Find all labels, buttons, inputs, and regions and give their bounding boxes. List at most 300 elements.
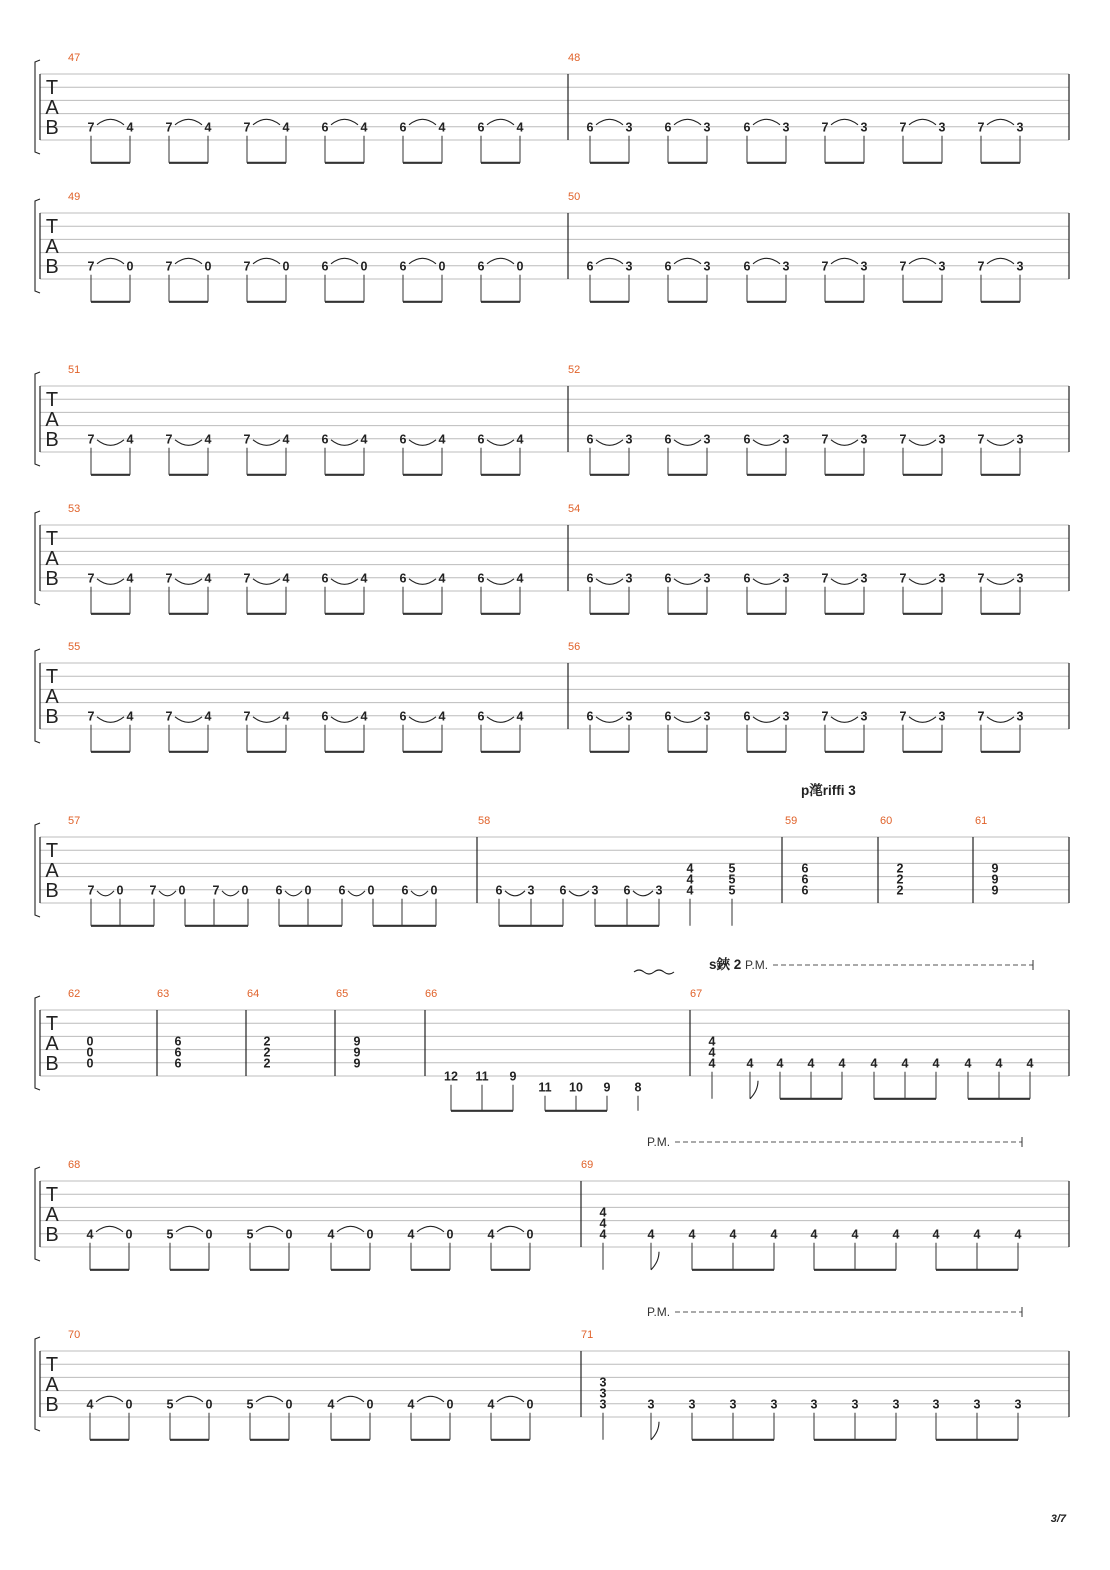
fret-number: 7 (821, 709, 829, 724)
fret-number: 7 (165, 259, 173, 274)
tie-arc (253, 717, 280, 723)
fret-number: 5 (166, 1397, 174, 1412)
fret-number: 4 (708, 1056, 716, 1071)
fret-number: 0 (86, 1056, 94, 1071)
fret-number: 6 (477, 120, 485, 135)
fret-number: 6 (477, 432, 485, 447)
fret-number: 6 (801, 861, 809, 876)
fret-number: 7 (977, 259, 985, 274)
tab-clef-letter: T (45, 840, 59, 862)
tie-arc (253, 258, 280, 264)
fret-number: 7 (87, 120, 95, 135)
fret-number: 4 (686, 861, 694, 876)
fret-number: 6 (586, 432, 594, 447)
fret-number: 4 (126, 571, 134, 586)
fret-number: 3 (1016, 120, 1024, 135)
tab-clef-letter: T (45, 77, 59, 99)
tie-arc (331, 440, 358, 446)
fret-number: 7 (899, 259, 907, 274)
measure-number: 53 (68, 503, 81, 515)
fret-number: 3 (625, 259, 633, 274)
fret-number: 5 (728, 861, 736, 876)
fret-number: 4 (516, 432, 524, 447)
fret-number: 4 (746, 1056, 754, 1071)
fret-number: 7 (243, 571, 251, 586)
fret-number: 7 (212, 883, 220, 898)
fret-number: 3 (938, 571, 946, 586)
tie-arc (348, 891, 365, 896)
fret-number: 3 (703, 709, 711, 724)
fret-number: 3 (625, 120, 633, 135)
tab-clef-letter: B (45, 1394, 59, 1416)
fret-number: 7 (243, 259, 251, 274)
fret-number: 7 (87, 883, 95, 898)
fret-number: 4 (1014, 1227, 1022, 1242)
tie-arc (409, 717, 436, 723)
fret-number: 3 (782, 259, 790, 274)
tie-arc (831, 579, 858, 585)
measure-number: 63 (157, 988, 170, 1000)
fret-number: 4 (810, 1227, 818, 1242)
fret-number: 0 (178, 883, 186, 898)
tie-arc (987, 440, 1014, 446)
measure-number: 71 (581, 1329, 594, 1341)
fret-number: 7 (821, 120, 829, 135)
fret-number: 6 (664, 571, 672, 586)
fret-number: 4 (126, 432, 134, 447)
fret-number: 0 (360, 259, 368, 274)
system-bracket (35, 1337, 40, 1431)
fret-number: 3 (860, 432, 868, 447)
fret-number: 2 (263, 1056, 271, 1071)
tie-arc (753, 579, 780, 585)
fret-number: 9 (991, 883, 999, 898)
fret-number: 6 (586, 259, 594, 274)
system-bracket (35, 996, 40, 1090)
fret-number: 6 (321, 259, 329, 274)
fret-number: 7 (977, 120, 985, 135)
fret-number: 11 (538, 1080, 552, 1095)
fret-number: 6 (743, 120, 751, 135)
fret-number: 4 (360, 571, 368, 586)
tie-arc (331, 119, 358, 125)
tie-arc (487, 258, 514, 264)
fret-number: 4 (204, 571, 212, 586)
tie-arc (409, 119, 436, 125)
fret-number: 7 (899, 709, 907, 724)
fret-number: 0 (116, 883, 124, 898)
tie-arc (753, 717, 780, 723)
tab-clef-letter: T (45, 666, 59, 688)
tie-arc (909, 579, 936, 585)
fret-number: 9 (353, 1045, 361, 1060)
tie-arc (337, 1226, 364, 1232)
tab-clef-letter: T (45, 1013, 59, 1035)
tie-arc (753, 119, 780, 125)
tie-arc (222, 891, 239, 896)
vibrato-squiggle (634, 970, 674, 974)
fret-number: 4 (282, 571, 290, 586)
tie-arc (175, 717, 202, 723)
fret-number: 4 (282, 709, 290, 724)
fret-number: 6 (586, 709, 594, 724)
fret-number: 6 (399, 120, 407, 135)
palm-mute-label: P.M. (745, 958, 769, 972)
fret-number: 0 (516, 259, 524, 274)
fret-number: 6 (664, 259, 672, 274)
fret-number: 3 (688, 1397, 696, 1412)
fret-number: 7 (243, 709, 251, 724)
fret-number: 6 (338, 883, 346, 898)
fret-number: 2 (896, 861, 904, 876)
fret-number: 4 (686, 872, 694, 887)
fret-number: 3 (938, 120, 946, 135)
tie-arc (674, 258, 701, 264)
fret-number: 4 (360, 709, 368, 724)
fret-number: 6 (586, 571, 594, 586)
tie-arc (97, 258, 124, 264)
fret-number: 4 (688, 1227, 696, 1242)
fret-number: 7 (165, 120, 173, 135)
fret-number: 3 (938, 709, 946, 724)
fret-number: 10 (569, 1080, 583, 1095)
fret-number: 3 (860, 709, 868, 724)
fret-number: 4 (407, 1397, 415, 1412)
fret-number: 3 (932, 1397, 940, 1412)
tab-clef-letter: B (45, 256, 59, 278)
fret-number: 4 (438, 432, 446, 447)
tab-clef-letter: A (45, 409, 59, 431)
fret-number: 3 (1016, 259, 1024, 274)
tie-arc (987, 258, 1014, 264)
tie-arc (487, 119, 514, 125)
fret-number: 9 (603, 1080, 611, 1095)
fret-number: 3 (625, 709, 633, 724)
system-bracket (35, 649, 40, 743)
tab-clef-letter: T (45, 1184, 59, 1206)
fret-number: 0 (366, 1397, 374, 1412)
tie-arc (159, 891, 176, 896)
fret-number: 4 (204, 120, 212, 135)
fret-number: 7 (899, 120, 907, 135)
tab-clef-letter: T (45, 1354, 59, 1376)
fret-number: 4 (708, 1034, 716, 1049)
tie-arc (674, 119, 701, 125)
fret-number: 7 (899, 432, 907, 447)
tie-arc (909, 258, 936, 264)
fret-number: 2 (263, 1034, 271, 1049)
tie-arc (487, 440, 514, 446)
fret-number: 3 (860, 120, 868, 135)
fret-number: 6 (559, 883, 567, 898)
tab-clef-letter: T (45, 216, 59, 238)
measure-number: 52 (568, 364, 581, 376)
tie-arc (409, 440, 436, 446)
fret-number: 11 (475, 1069, 489, 1084)
fret-number: 3 (625, 432, 633, 447)
fret-number: 3 (729, 1397, 737, 1412)
tab-clef-letter: B (45, 880, 59, 902)
tie-arc (831, 258, 858, 264)
fret-number: 3 (810, 1397, 818, 1412)
measure-number: 61 (975, 815, 988, 827)
tie-arc (176, 1396, 203, 1402)
measure-number: 69 (581, 1159, 594, 1171)
fret-number: 0 (86, 1045, 94, 1060)
tie-arc (253, 440, 280, 446)
tie-arc (331, 717, 358, 723)
fret-number: 6 (174, 1034, 182, 1049)
fret-number: 6 (664, 432, 672, 447)
fret-number: 0 (205, 1397, 213, 1412)
note-flag (651, 1422, 659, 1440)
tie-arc (596, 119, 623, 125)
fret-number: 4 (126, 709, 134, 724)
fret-number: 4 (870, 1056, 878, 1071)
fret-number: 4 (487, 1397, 495, 1412)
fret-number: 4 (126, 120, 134, 135)
fret-number: 7 (87, 709, 95, 724)
fret-number: 6 (743, 432, 751, 447)
fret-number: 3 (647, 1397, 655, 1412)
fret-number: 3 (782, 432, 790, 447)
fret-number: 7 (977, 432, 985, 447)
tie-arc (285, 891, 302, 896)
fret-number: 7 (87, 571, 95, 586)
fret-number: 6 (801, 872, 809, 887)
fret-number: 6 (664, 120, 672, 135)
fret-number: 4 (599, 1205, 607, 1220)
fret-number: 6 (321, 120, 329, 135)
tie-arc (175, 258, 202, 264)
fret-number: 5 (246, 1227, 254, 1242)
tie-arc (987, 717, 1014, 723)
fret-number: 4 (1026, 1056, 1034, 1071)
tab-clef-letter: A (45, 548, 59, 570)
tie-arc (753, 258, 780, 264)
tie-arc (497, 1226, 524, 1232)
fret-number: 7 (243, 432, 251, 447)
tie-arc (97, 119, 124, 125)
fret-number: 0 (304, 883, 312, 898)
tab-clef-letter: B (45, 117, 59, 139)
fret-number: 6 (743, 571, 751, 586)
fret-number: 0 (367, 883, 375, 898)
fret-number: 9 (353, 1034, 361, 1049)
system-bracket (35, 372, 40, 466)
fret-number: 6 (399, 432, 407, 447)
tie-arc (96, 1226, 123, 1232)
fret-number: 4 (282, 120, 290, 135)
fret-number: 6 (321, 709, 329, 724)
fret-number: 3 (599, 1397, 607, 1412)
measure-number: 57 (68, 815, 81, 827)
fret-number: 9 (509, 1069, 517, 1084)
palm-mute-label: P.M. (647, 1135, 671, 1149)
fret-number: 4 (516, 120, 524, 135)
fret-number: 0 (241, 883, 249, 898)
fret-number: 4 (973, 1227, 981, 1242)
fret-number: 0 (446, 1227, 454, 1242)
tab-clef-letter: T (45, 528, 59, 550)
tie-arc (331, 258, 358, 264)
fret-number: 4 (327, 1397, 335, 1412)
fret-number: 3 (851, 1397, 859, 1412)
tie-arc (256, 1396, 283, 1402)
fret-number: 6 (401, 883, 409, 898)
measure-number: 62 (68, 988, 81, 1000)
fret-number: 9 (991, 861, 999, 876)
fret-number: 2 (263, 1045, 271, 1060)
tie-arc (831, 440, 858, 446)
fret-number: 5 (728, 883, 736, 898)
fret-number: 3 (973, 1397, 981, 1412)
fret-number: 7 (899, 571, 907, 586)
fret-number: 0 (526, 1397, 534, 1412)
fret-number: 4 (407, 1227, 415, 1242)
fret-number: 6 (664, 709, 672, 724)
fret-number: 6 (743, 709, 751, 724)
tie-arc (831, 717, 858, 723)
tie-arc (909, 119, 936, 125)
tab-clef-letter: A (45, 236, 59, 258)
tab-clef-letter: B (45, 1224, 59, 1246)
fret-number: 7 (977, 709, 985, 724)
system-bracket (35, 823, 40, 917)
fret-number: 0 (282, 259, 290, 274)
tab-clef-letter: A (45, 1033, 59, 1055)
fret-number: 3 (703, 432, 711, 447)
fret-number: 4 (438, 571, 446, 586)
fret-number: 4 (686, 883, 694, 898)
fret-number: 7 (243, 120, 251, 135)
tie-arc (97, 440, 124, 446)
fret-number: 0 (526, 1227, 534, 1242)
fret-number: 4 (599, 1227, 607, 1242)
tie-arc (569, 891, 589, 896)
tie-arc (417, 1226, 444, 1232)
fret-number: 6 (495, 883, 503, 898)
measure-number: 55 (68, 641, 81, 653)
note-flag (750, 1081, 758, 1099)
measure-number: 50 (568, 191, 581, 203)
fret-number: 4 (729, 1227, 737, 1242)
tie-arc (97, 579, 124, 585)
fret-number: 4 (708, 1045, 716, 1060)
tie-arc (256, 1226, 283, 1232)
fret-number: 6 (477, 259, 485, 274)
tie-arc (674, 440, 701, 446)
tie-arc (497, 1396, 524, 1402)
fret-number: 0 (438, 259, 446, 274)
fret-number: 4 (851, 1227, 859, 1242)
fret-number: 4 (327, 1227, 335, 1242)
fret-number: 12 (444, 1069, 458, 1084)
fret-number: 6 (586, 120, 594, 135)
measure-number: 59 (785, 815, 798, 827)
fret-number: 3 (1016, 709, 1024, 724)
fret-number: 4 (204, 432, 212, 447)
fret-number: 4 (892, 1227, 900, 1242)
tab-clef-letter: A (45, 860, 59, 882)
fret-number: 7 (165, 571, 173, 586)
section-marker-riff-3: p滗riffi 3 (801, 783, 856, 798)
fret-number: 4 (776, 1056, 784, 1071)
fret-number: 6 (399, 709, 407, 724)
measure-number: 64 (247, 988, 260, 1000)
note-flag (651, 1252, 659, 1270)
fret-number: 6 (275, 883, 283, 898)
fret-number: 4 (932, 1227, 940, 1242)
fret-number: 7 (977, 571, 985, 586)
fret-number: 8 (634, 1080, 642, 1095)
fret-number: 3 (782, 120, 790, 135)
fret-number: 6 (477, 709, 485, 724)
fret-number: 4 (487, 1227, 495, 1242)
fret-number: 2 (896, 872, 904, 887)
fret-number: 0 (446, 1397, 454, 1412)
fret-number: 4 (204, 709, 212, 724)
fret-number: 6 (174, 1045, 182, 1060)
tie-arc (97, 717, 124, 723)
fret-number: 9 (353, 1056, 361, 1071)
fret-number: 6 (399, 571, 407, 586)
tie-arc (909, 440, 936, 446)
fret-number: 4 (282, 432, 290, 447)
fret-number: 4 (932, 1056, 940, 1071)
fret-number: 0 (285, 1227, 293, 1242)
fret-number: 7 (87, 259, 95, 274)
measure-number: 48 (568, 52, 581, 64)
fret-number: 3 (860, 259, 868, 274)
measure-number: 70 (68, 1329, 81, 1341)
tie-arc (97, 891, 114, 896)
tab-clef-letter: A (45, 686, 59, 708)
fret-number: 6 (321, 432, 329, 447)
fret-number: 0 (205, 1227, 213, 1242)
fret-number: 4 (516, 571, 524, 586)
tab-clef-letter: A (45, 1204, 59, 1226)
tie-arc (253, 119, 280, 125)
fret-number: 6 (477, 571, 485, 586)
fret-number: 3 (703, 120, 711, 135)
fret-number: 4 (770, 1227, 778, 1242)
system-bracket (35, 199, 40, 293)
fret-number: 0 (125, 1227, 133, 1242)
fret-number: 0 (430, 883, 438, 898)
tie-arc (909, 717, 936, 723)
measure-number: 58 (478, 815, 491, 827)
fret-number: 3 (527, 883, 535, 898)
measure-number: 60 (880, 815, 893, 827)
tie-arc (175, 440, 202, 446)
fret-number: 3 (1016, 571, 1024, 586)
measure-number: 54 (568, 503, 581, 515)
fret-number: 3 (599, 1386, 607, 1401)
fret-number: 3 (625, 571, 633, 586)
measure-number: 51 (68, 364, 81, 376)
fret-number: 3 (782, 571, 790, 586)
fret-number: 6 (801, 883, 809, 898)
fret-number: 2 (896, 883, 904, 898)
tab-clef-letter: B (45, 706, 59, 728)
fret-number: 4 (838, 1056, 846, 1071)
fret-number: 0 (366, 1227, 374, 1242)
measure-number: 49 (68, 191, 81, 203)
tie-arc (487, 717, 514, 723)
tie-arc (596, 579, 623, 585)
fret-number: 3 (770, 1397, 778, 1412)
